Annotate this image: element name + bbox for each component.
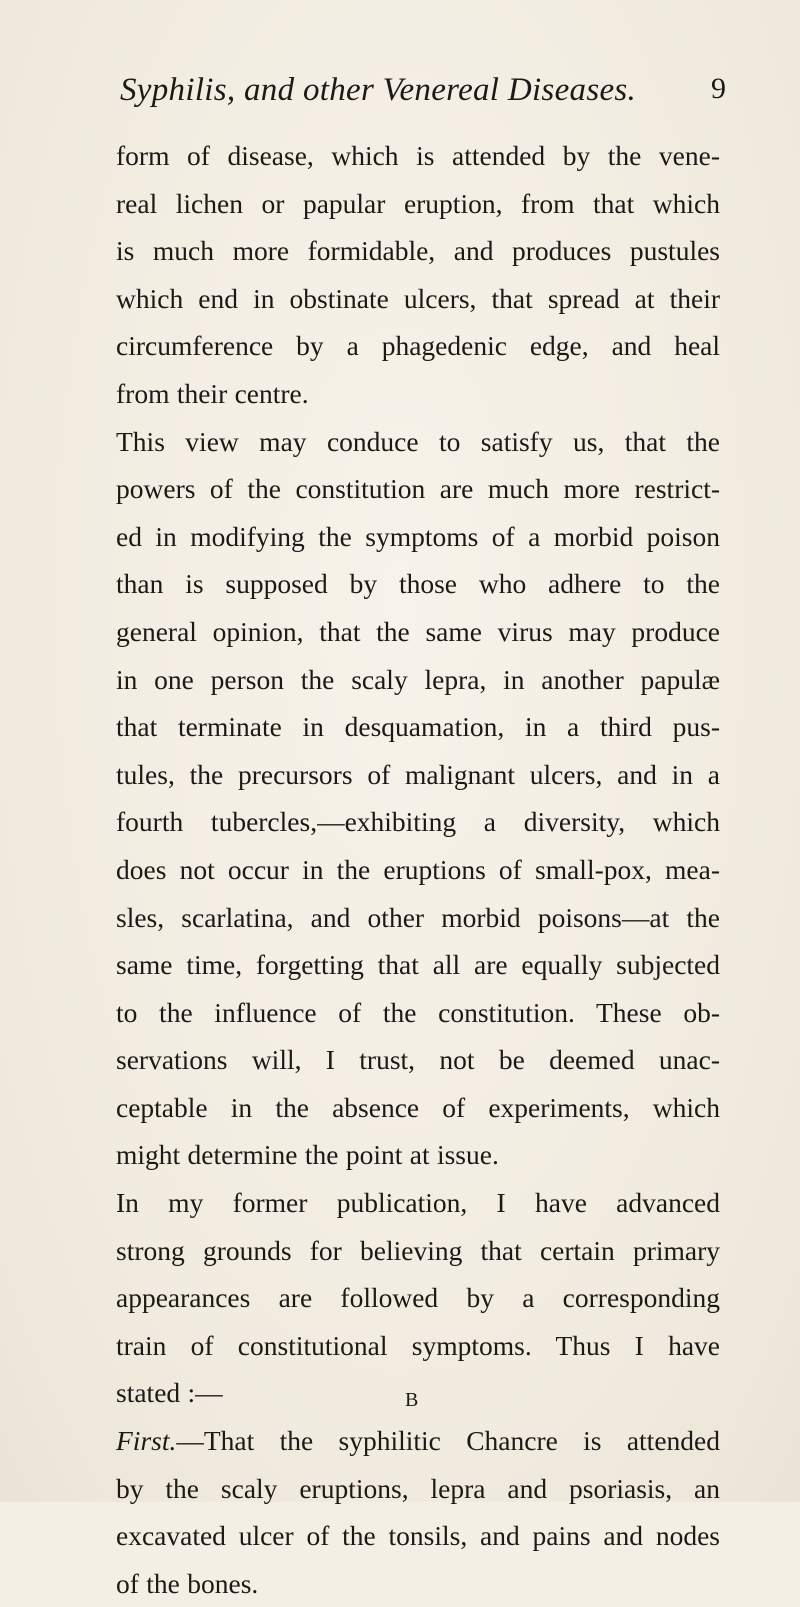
text-line: train of constitutional symptoms. Thus I have <box>116 1329 720 1361</box>
running-head <box>108 72 726 112</box>
text-line: ed in modifying the symptoms of a morbid poison <box>116 520 720 552</box>
text-line: tules, the precursors of malignant ulcers, and in a <box>116 758 720 790</box>
text-line: circumference by a phagedenic edge, and heal <box>116 330 720 362</box>
text-line: is much more formidable, and produces pustules <box>116 235 720 267</box>
first-line-text: —That the syphilitic Chancre is attended <box>176 1425 720 1457</box>
text-line: excavated ulcer of the tonsils, and pains and nodes <box>116 1520 720 1552</box>
text-line: form of disease, which is attended by the vene- <box>116 140 720 171</box>
text-line: In my former publication, I have advanced <box>116 1187 720 1219</box>
text-line: which end in obstinate ulcers, that spread at their <box>116 282 720 314</box>
text-line: appearances are followed by a corresponding <box>116 1282 720 1314</box>
text-line: fourth tubercles,—exhibiting a diversity, which <box>116 806 720 838</box>
text-line: than is supposed by those who adhere to the <box>116 568 720 600</box>
text-line-first <box>116 1417 720 1465</box>
signature-mark: B <box>405 1389 420 1411</box>
body-text <box>116 132 720 1607</box>
text-line: This view may conduce to satisfy us, that the <box>116 425 720 457</box>
text-line: same time, forgetting that all are equally subjected <box>116 949 720 981</box>
text-line: from their centre. <box>116 377 309 409</box>
text-line: real lichen or papular eruption, from that which <box>116 187 720 219</box>
text-line: by the scaly eruptions, lepra and psoriasis, an <box>116 1472 720 1504</box>
text-line: might determine the point at issue. <box>116 1139 499 1171</box>
text-line: in one person the scaly lepra, in another papulæ <box>116 663 720 695</box>
page-number: 9 <box>711 72 726 105</box>
text-line: that terminate in desquamation, in a third pus- <box>116 711 720 743</box>
text-line: ceptable in the absence of experiments, which <box>116 1091 720 1123</box>
text-line: of the bones. <box>116 1567 259 1599</box>
text-line: stated :— <box>116 1377 223 1409</box>
text-line: strong grounds for believing that certain primary <box>116 1234 720 1266</box>
text-line: sles, scarlatina, and other morbid poisons—at the <box>116 901 720 933</box>
text-line: servations will, I trust, not be deemed unac- <box>116 1044 720 1076</box>
text-line: powers of the constitution are much more restrict- <box>116 473 720 505</box>
text-line: to the influence of the constitution. These ob- <box>116 996 720 1028</box>
first-label: First. <box>116 1425 177 1457</box>
text-line: general opinion, that the same virus may produce <box>116 615 720 647</box>
running-title: Syphilis, and other Venereal Diseases. <box>120 72 637 108</box>
text-line: does not occur in the eruptions of small-pox, mea- <box>116 853 720 885</box>
